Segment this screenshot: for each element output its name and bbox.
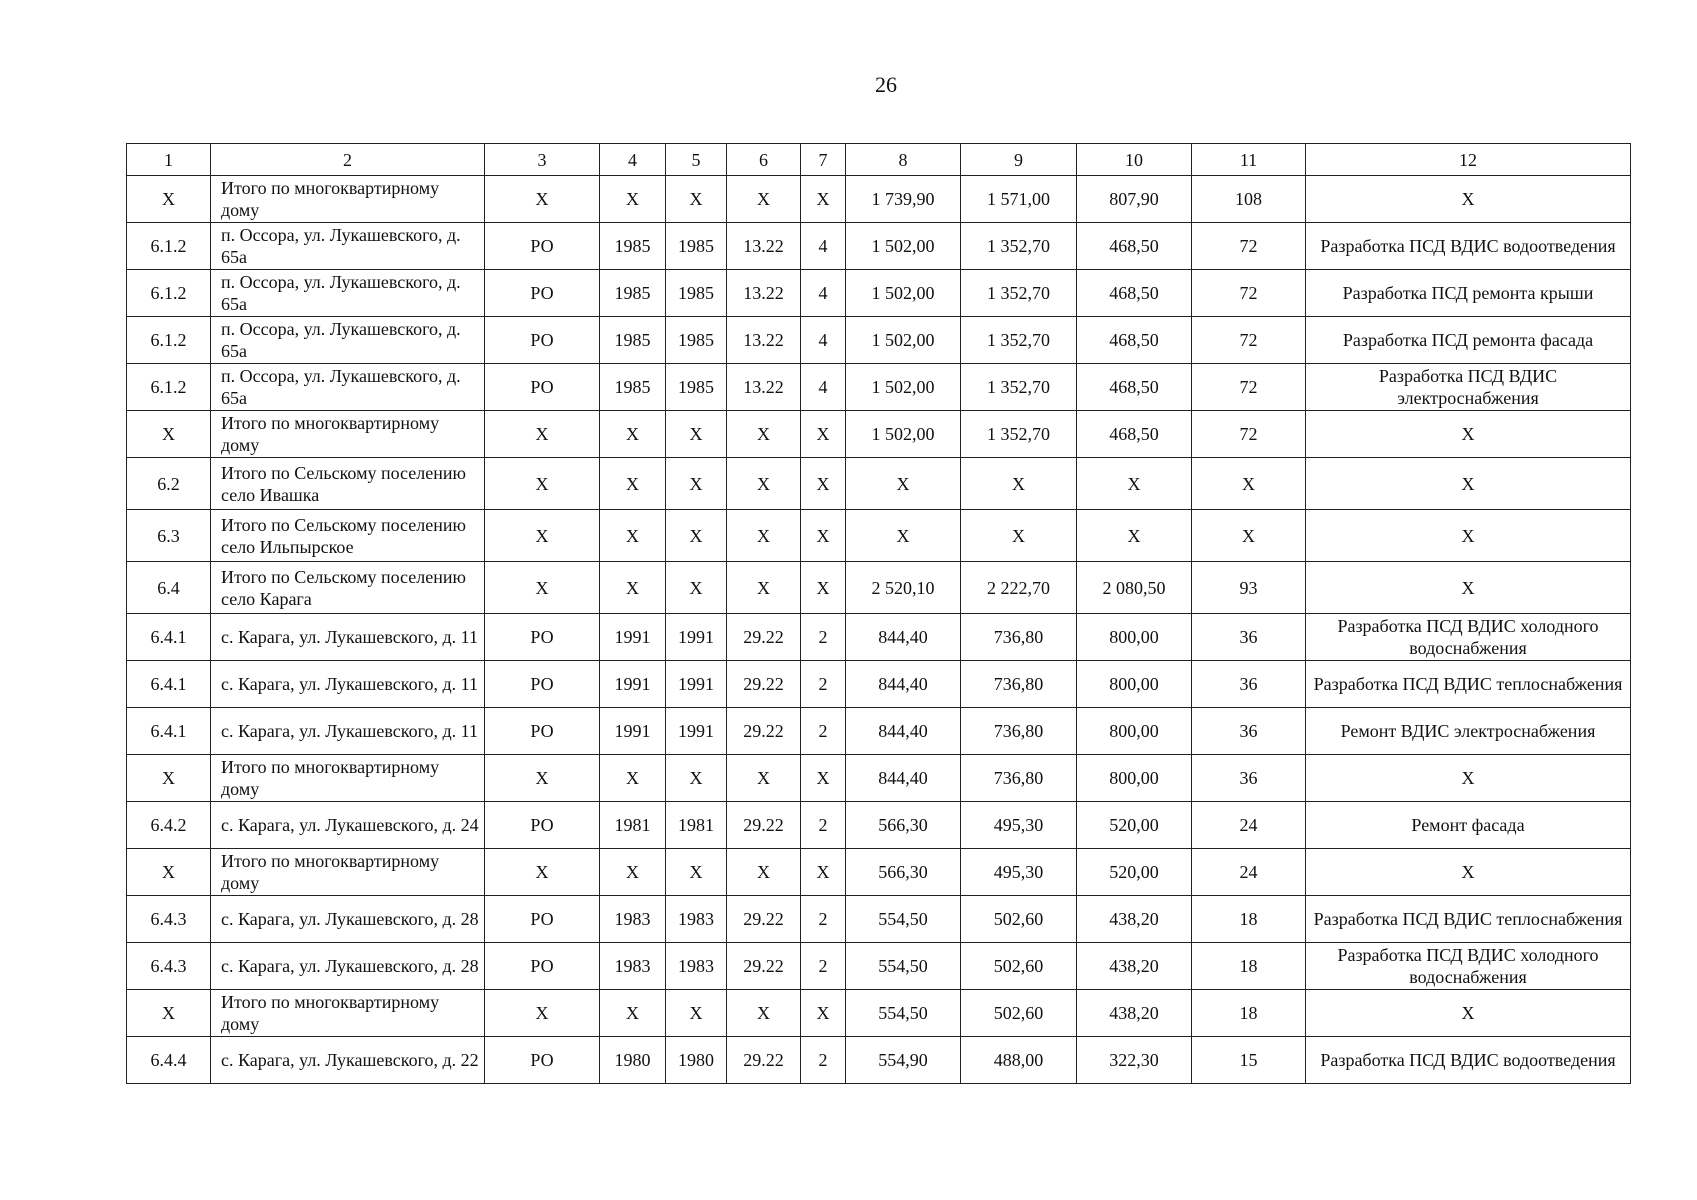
table-cell: 6.4.1	[127, 708, 211, 755]
table-cell: Х	[600, 458, 666, 510]
table-cell: 468,50	[1077, 317, 1192, 364]
table-cell: Х	[666, 562, 727, 614]
column-header: 2	[211, 144, 485, 176]
table-cell: 736,80	[961, 661, 1077, 708]
table-cell: Х	[1306, 176, 1631, 223]
table-cell: 800,00	[1077, 661, 1192, 708]
table-row	[127, 755, 1631, 802]
table-cell: 1985	[666, 317, 727, 364]
table-cell: Х	[801, 990, 846, 1037]
table-cell: Х	[727, 990, 801, 1037]
table-cell: Х	[666, 755, 727, 802]
table-cell: 1 352,70	[961, 411, 1077, 458]
table-cell: с. Карага, ул. Лукашевского, д. 22	[211, 1037, 485, 1084]
table-cell: Х	[600, 176, 666, 223]
table-cell: 468,50	[1077, 411, 1192, 458]
table-cell: 807,90	[1077, 176, 1192, 223]
table-cell: Х	[801, 458, 846, 510]
table-cell: 1 502,00	[846, 317, 961, 364]
table-header-row	[127, 144, 1631, 176]
table-cell: 1991	[600, 708, 666, 755]
table-row	[127, 364, 1631, 411]
table-cell: 1 352,70	[961, 270, 1077, 317]
table-cell: 1983	[600, 896, 666, 943]
table-cell: 502,60	[961, 990, 1077, 1037]
table-cell: 438,20	[1077, 896, 1192, 943]
table-cell: Х	[727, 849, 801, 896]
table-cell: 438,20	[1077, 943, 1192, 990]
table-row	[127, 943, 1631, 990]
table-cell: Х	[846, 458, 961, 510]
table-cell: Итого по многоквартирному дому	[211, 176, 485, 223]
table-cell: Х	[485, 510, 600, 562]
table-cell: Итого по Сельскому поселению село Ильпырское	[211, 510, 485, 562]
column-header: 8	[846, 144, 961, 176]
column-header: 12	[1306, 144, 1631, 176]
column-header: 6	[727, 144, 801, 176]
table-cell: Х	[846, 510, 961, 562]
table-cell: с. Карага, ул. Лукашевского, д. 11	[211, 708, 485, 755]
table-row	[127, 990, 1631, 1037]
table-cell: Разработка ПСД ремонта крыши	[1306, 270, 1631, 317]
table-cell: РО	[485, 896, 600, 943]
table-cell: с. Карага, ул. Лукашевского, д. 28	[211, 943, 485, 990]
table-cell: Х	[1306, 849, 1631, 896]
table-cell: Разработка ПСД ВДИС водоотведения	[1306, 223, 1631, 270]
table-cell: 1985	[666, 364, 727, 411]
table-row	[127, 708, 1631, 755]
table-cell: 1980	[666, 1037, 727, 1084]
table-cell: 4	[801, 317, 846, 364]
table-cell: 468,50	[1077, 223, 1192, 270]
table-cell: 13.22	[727, 270, 801, 317]
table-cell: 24	[1192, 802, 1306, 849]
table-cell: 322,30	[1077, 1037, 1192, 1084]
column-header: 5	[666, 144, 727, 176]
table-cell: Разработка ПСД ремонта фасада	[1306, 317, 1631, 364]
table-cell: Х	[1077, 458, 1192, 510]
table-cell: 554,90	[846, 1037, 961, 1084]
table-cell: 6.4.2	[127, 802, 211, 849]
table-cell: Х	[127, 990, 211, 1037]
table-cell: 1 352,70	[961, 223, 1077, 270]
table-cell: п. Оссора, ул. Лукашевского, д. 65а	[211, 270, 485, 317]
table-cell: Х	[485, 411, 600, 458]
table-cell: Х	[600, 849, 666, 896]
table-cell: РО	[485, 802, 600, 849]
table-cell: 736,80	[961, 614, 1077, 661]
table-cell: Х	[666, 849, 727, 896]
table-cell: 6.4.1	[127, 661, 211, 708]
table-cell: п. Оссора, ул. Лукашевского, д. 65а	[211, 364, 485, 411]
table-cell: 72	[1192, 411, 1306, 458]
table-cell: Х	[801, 849, 846, 896]
table-cell: Разработка ПСД ВДИС холодного водоснабжения	[1306, 614, 1631, 661]
table-cell: Разработка ПСД ВДИС электроснабжения	[1306, 364, 1631, 411]
table-row	[127, 176, 1631, 223]
table-row	[127, 802, 1631, 849]
table-cell: Х	[485, 990, 600, 1037]
table-cell: Х	[727, 562, 801, 614]
table-cell: 1 352,70	[961, 317, 1077, 364]
table-cell: Разработка ПСД ВДИС теплоснабжения	[1306, 896, 1631, 943]
table-cell: Х	[1192, 510, 1306, 562]
page-number: 26	[875, 72, 897, 97]
table-cell: 13.22	[727, 223, 801, 270]
table-cell: Х	[127, 411, 211, 458]
table-cell: 1 352,70	[961, 364, 1077, 411]
table-cell: 1985	[666, 223, 727, 270]
table-cell: 1980	[600, 1037, 666, 1084]
table-cell: с. Карага, ул. Лукашевского, д. 28	[211, 896, 485, 943]
table-cell: Разработка ПСД ВДИС водоотведения	[1306, 1037, 1631, 1084]
table-cell: 736,80	[961, 755, 1077, 802]
table-cell: Х	[1306, 510, 1631, 562]
table-cell: 1991	[666, 614, 727, 661]
table-cell: 495,30	[961, 849, 1077, 896]
table-cell: Х	[801, 411, 846, 458]
table-cell: 29.22	[727, 614, 801, 661]
table-cell: Итого по Сельскому поселению село Ивашка	[211, 458, 485, 510]
table-cell: Х	[600, 411, 666, 458]
table-row	[127, 849, 1631, 896]
table-cell: Х	[666, 458, 727, 510]
table-cell: 2	[801, 708, 846, 755]
table-cell: 2	[801, 614, 846, 661]
table-cell: 2 222,70	[961, 562, 1077, 614]
table-cell: Итого по многоквартирному дому	[211, 755, 485, 802]
table-row	[127, 661, 1631, 708]
table-row	[127, 223, 1631, 270]
table-cell: п. Оссора, ул. Лукашевского, д. 65а	[211, 223, 485, 270]
table-cell: 4	[801, 223, 846, 270]
table-cell: Х	[1306, 755, 1631, 802]
table-cell: 6.4.3	[127, 943, 211, 990]
table-cell: 72	[1192, 317, 1306, 364]
table-cell: Х	[1306, 990, 1631, 1037]
table-cell: Х	[127, 755, 211, 802]
table-cell: РО	[485, 223, 600, 270]
table-cell: 13.22	[727, 317, 801, 364]
table-cell: 6.4.3	[127, 896, 211, 943]
table-row	[127, 458, 1631, 510]
table-cell: Х	[127, 176, 211, 223]
table-cell: 29.22	[727, 896, 801, 943]
table-cell: 36	[1192, 755, 1306, 802]
table-cell: Х	[666, 510, 727, 562]
table-cell: 1981	[600, 802, 666, 849]
table-cell: с. Карага, ул. Лукашевского, д. 11	[211, 661, 485, 708]
table-cell: РО	[485, 364, 600, 411]
table-cell: 24	[1192, 849, 1306, 896]
table-cell: Х	[727, 755, 801, 802]
table-cell: 6.2	[127, 458, 211, 510]
table-cell: Х	[801, 562, 846, 614]
table-cell: РО	[485, 708, 600, 755]
table-cell: Х	[1192, 458, 1306, 510]
table-cell: 1 502,00	[846, 364, 961, 411]
table-cell: Х	[485, 849, 600, 896]
table-cell: Итого по многоквартирному дому	[211, 990, 485, 1037]
data-table	[126, 143, 1631, 1084]
column-header: 1	[127, 144, 211, 176]
table-cell: Х	[600, 755, 666, 802]
table-cell: Х	[485, 755, 600, 802]
table-cell: 1985	[600, 317, 666, 364]
table-cell: 29.22	[727, 661, 801, 708]
table-cell: 6.1.2	[127, 364, 211, 411]
table-cell: 72	[1192, 223, 1306, 270]
table-cell: 93	[1192, 562, 1306, 614]
table-cell: 554,50	[846, 943, 961, 990]
table-cell: 4	[801, 270, 846, 317]
column-header: 9	[961, 144, 1077, 176]
table-cell: РО	[485, 317, 600, 364]
table-row	[127, 270, 1631, 317]
table-cell: 844,40	[846, 661, 961, 708]
table-cell: 468,50	[1077, 270, 1192, 317]
table-cell: Х	[1077, 510, 1192, 562]
table-cell: Х	[600, 990, 666, 1037]
table-cell: 1991	[600, 614, 666, 661]
table-cell: 18	[1192, 990, 1306, 1037]
table-cell: 1985	[600, 270, 666, 317]
table-cell: Х	[666, 411, 727, 458]
table-cell: 6.4.1	[127, 614, 211, 661]
table-cell: 29.22	[727, 943, 801, 990]
table-cell: 1985	[600, 223, 666, 270]
table-cell: 15	[1192, 1037, 1306, 1084]
column-header: 7	[801, 144, 846, 176]
table-cell: 72	[1192, 270, 1306, 317]
table-cell: Х	[666, 176, 727, 223]
table-cell: 18	[1192, 896, 1306, 943]
table-row	[127, 896, 1631, 943]
table-cell: Разработка ПСД ВДИС теплоснабжения	[1306, 661, 1631, 708]
table-cell: Х	[727, 176, 801, 223]
table-cell: 800,00	[1077, 708, 1192, 755]
table-cell: 502,60	[961, 943, 1077, 990]
table-cell: РО	[485, 1037, 600, 1084]
table-cell: РО	[485, 943, 600, 990]
table-cell: 844,40	[846, 755, 961, 802]
column-header: 4	[600, 144, 666, 176]
table-cell: 1983	[666, 896, 727, 943]
table-cell: Х	[961, 510, 1077, 562]
table-cell: 502,60	[961, 896, 1077, 943]
table-cell: 4	[801, 364, 846, 411]
table-cell: Х	[1306, 458, 1631, 510]
table-cell: 2 080,50	[1077, 562, 1192, 614]
table-cell: Х	[600, 510, 666, 562]
table-cell: Х	[127, 849, 211, 896]
table-cell: 1985	[600, 364, 666, 411]
table-cell: 554,50	[846, 990, 961, 1037]
table-cell: 844,40	[846, 614, 961, 661]
table-cell: Ремонт фасада	[1306, 802, 1631, 849]
table-cell: п. Оссора, ул. Лукашевского, д. 65а	[211, 317, 485, 364]
table-cell: 13.22	[727, 364, 801, 411]
table-cell: 800,00	[1077, 755, 1192, 802]
table-cell: 2	[801, 896, 846, 943]
column-header: 3	[485, 144, 600, 176]
table-cell: Ремонт ВДИС электроснабжения	[1306, 708, 1631, 755]
table-cell: 1991	[600, 661, 666, 708]
table-cell: 1991	[666, 661, 727, 708]
table-cell: Х	[727, 411, 801, 458]
table-cell: 1983	[600, 943, 666, 990]
table-row	[127, 411, 1631, 458]
table-row	[127, 1037, 1631, 1084]
table-cell: 2	[801, 802, 846, 849]
table-cell: 520,00	[1077, 802, 1192, 849]
table-cell: 520,00	[1077, 849, 1192, 896]
table-cell: 1985	[666, 270, 727, 317]
table-row	[127, 614, 1631, 661]
table-cell: Итого по многоквартирному дому	[211, 849, 485, 896]
table-cell: Х	[485, 562, 600, 614]
table-cell: 800,00	[1077, 614, 1192, 661]
column-header: 10	[1077, 144, 1192, 176]
table-cell: 29.22	[727, 708, 801, 755]
table-cell: 566,30	[846, 849, 961, 896]
table-cell: 1 502,00	[846, 270, 961, 317]
table-cell: с. Карага, ул. Лукашевского, д. 11	[211, 614, 485, 661]
table-row	[127, 562, 1631, 614]
table-cell: Х	[485, 176, 600, 223]
table-cell: 1983	[666, 943, 727, 990]
table-cell: 438,20	[1077, 990, 1192, 1037]
table-cell: Х	[801, 176, 846, 223]
table-cell: 108	[1192, 176, 1306, 223]
table-cell: 554,50	[846, 896, 961, 943]
table-cell: Итого по многоквартирному дому	[211, 411, 485, 458]
table-cell: 1 571,00	[961, 176, 1077, 223]
table-cell: 6.1.2	[127, 223, 211, 270]
table-cell: 18	[1192, 943, 1306, 990]
table-cell: Х	[600, 562, 666, 614]
table-cell: 1981	[666, 802, 727, 849]
table-cell: Разработка ПСД ВДИС холодного водоснабжения	[1306, 943, 1631, 990]
table-cell: 2	[801, 661, 846, 708]
table-cell: 1991	[666, 708, 727, 755]
table-cell: 844,40	[846, 708, 961, 755]
table-cell: 36	[1192, 661, 1306, 708]
table-cell: 2	[801, 1037, 846, 1084]
table-cell: 1 739,90	[846, 176, 961, 223]
table-cell: Х	[727, 458, 801, 510]
table-cell: с. Карага, ул. Лукашевского, д. 24	[211, 802, 485, 849]
table-cell: 6.4.4	[127, 1037, 211, 1084]
table-cell: 36	[1192, 708, 1306, 755]
table-cell: 29.22	[727, 1037, 801, 1084]
table-cell: 566,30	[846, 802, 961, 849]
table-cell: 6.3	[127, 510, 211, 562]
table-cell: 495,30	[961, 802, 1077, 849]
table-row	[127, 317, 1631, 364]
table-cell: 468,50	[1077, 364, 1192, 411]
table-cell: 736,80	[961, 708, 1077, 755]
table-cell: 6.4	[127, 562, 211, 614]
table-cell: 1 502,00	[846, 223, 961, 270]
table-row	[127, 510, 1631, 562]
table-cell: Итого по Сельскому поселению село Карага	[211, 562, 485, 614]
table-cell: 72	[1192, 364, 1306, 411]
table-cell: 2 520,10	[846, 562, 961, 614]
table-cell: Х	[961, 458, 1077, 510]
table-cell: Х	[801, 755, 846, 802]
table-cell: Х	[1306, 562, 1631, 614]
table-cell: 2	[801, 943, 846, 990]
table-cell: 488,00	[961, 1037, 1077, 1084]
table-cell: 6.1.2	[127, 317, 211, 364]
table-cell: 1 502,00	[846, 411, 961, 458]
table-cell: Х	[666, 990, 727, 1037]
table-cell: Х	[727, 510, 801, 562]
table-cell: 36	[1192, 614, 1306, 661]
table-cell: РО	[485, 661, 600, 708]
table-cell: РО	[485, 614, 600, 661]
table-cell: РО	[485, 270, 600, 317]
table-cell: Х	[1306, 411, 1631, 458]
column-header: 11	[1192, 144, 1306, 176]
table-cell: Х	[485, 458, 600, 510]
table-cell: 29.22	[727, 802, 801, 849]
table-cell: Х	[801, 510, 846, 562]
table-cell: 6.1.2	[127, 270, 211, 317]
